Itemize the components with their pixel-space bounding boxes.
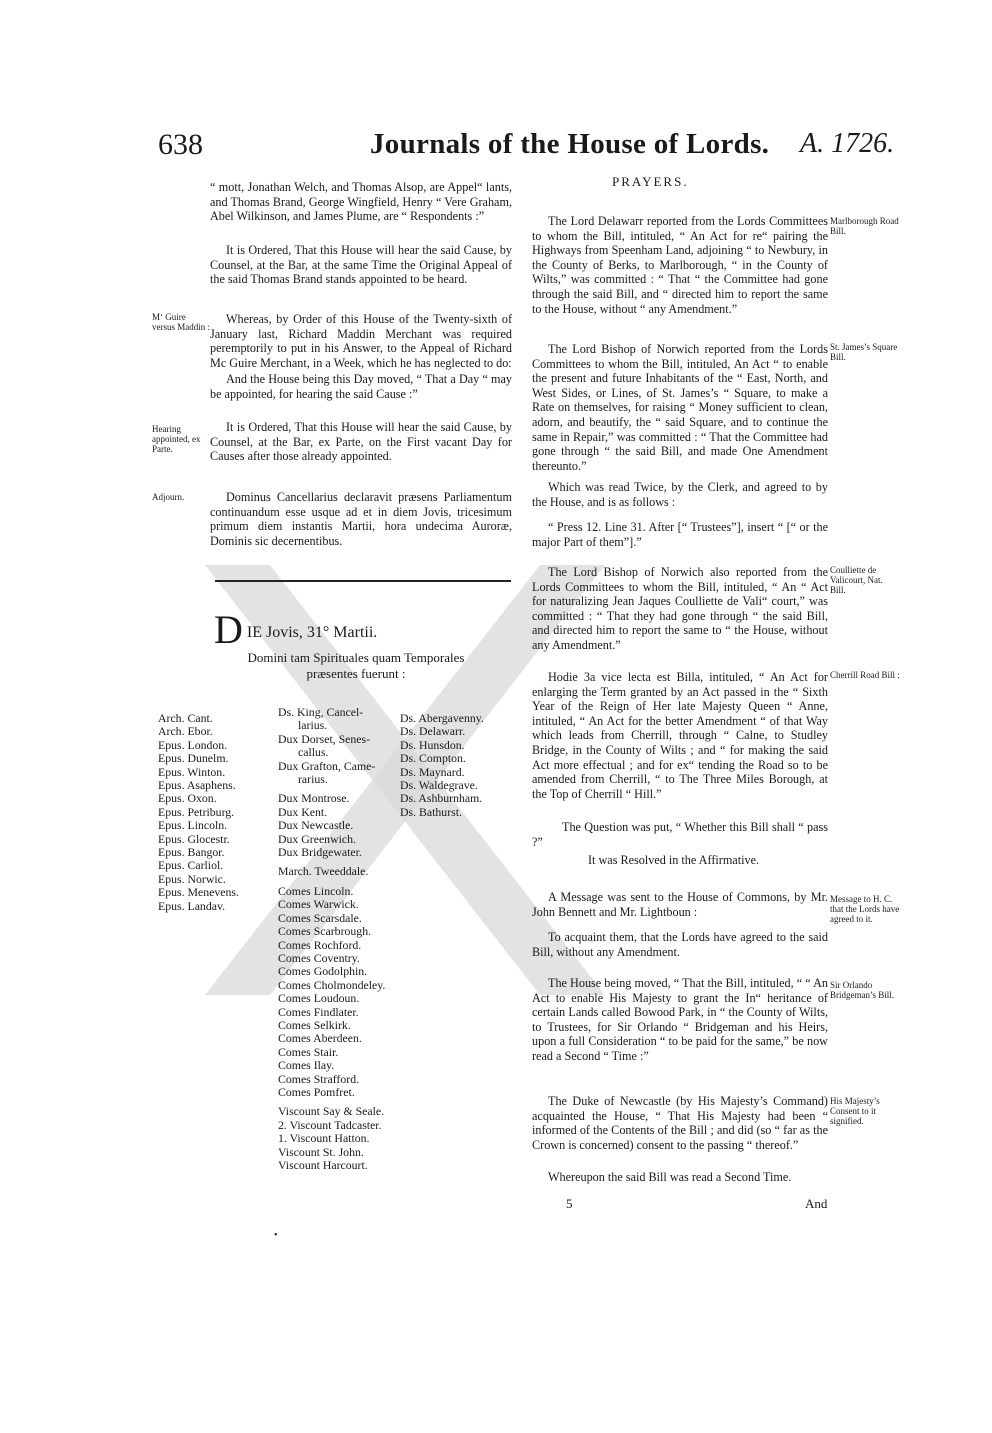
right-paragraph-1: The Lord Delawarr reported from the Lords Committees to whom the Bill, intituled, “ An Act for re“ pairing the Highways from Speenham Land, adjoining “ to Newbury, in the County of Berks, to Marlborough, “ in the County of Wilts,” was committed : “ That “ the Committee had gone through the said Bill, and “ directed him to report the same to the House, without “ any Amendment.”: [532, 214, 828, 316]
lord-entry: Dux Greenwich.: [278, 831, 356, 846]
lord-entry: Ds. Delawarr.: [400, 724, 466, 739]
margin-note-coulliette: Coulliette de Valicourt, Nat. Bill.: [830, 565, 883, 595]
left-paragraph-3: Whereas, by Order of this House of the Twenty-sixth of January last, Richard Maddin Merchant was required peremptorily to put in his Answer, to the Appeal of Richard Mc Guire Merchant, in a Week, which he has neglected to do:: [210, 312, 512, 370]
margin-note-cherrill: Cherrill Road Bill :: [830, 670, 900, 680]
left-paragraph-2: It is Ordered, That this House will hear the said Cause, by Counsel, at the Bar, at the same Time the Original Appeal of the said Thomas Brand stands appointed to be heard.: [210, 243, 512, 287]
right-paragraph-8: It was Resolved in the Affirmative.: [588, 853, 760, 867]
lord-entry: Epus. Dunelm.: [158, 751, 229, 766]
lord-entry: Epus. Bangor.: [158, 845, 225, 860]
right-paragraph-12: The Duke of Newcastle (by His Majesty’s Command) acquainted the House, “ That His Majesty had been “ informed of the Contents of the Bill ; and did (so “ far as the Crown is concerned) consent to the passing “ thereof.”: [532, 1094, 828, 1152]
margin-note-maguire: M‘ Guire versus Maddin :: [152, 312, 210, 332]
left-paragraph-5: It is Ordered, That this House will hear the said Cause, by Counsel, at the Bar, ex Parte, on the First vacant Day for Causes after those already appointed.: [210, 420, 512, 464]
lords-list-temporal: [278, 706, 398, 1172]
lord-entry: Ds. Waldegrave.: [400, 778, 478, 793]
lord-entry: Dux Kent.: [278, 804, 328, 819]
margin-note-bridgeman: Sir Orlando Bridgeman’s Bill.: [830, 980, 894, 1000]
lord-entry: Comes Warwick.: [278, 897, 359, 912]
section-divider: [215, 580, 511, 582]
right-paragraph-7: The Question was put, “ Whether this Bill shall “ pass ?”: [532, 820, 828, 849]
lord-entry: Dux Newcastle.: [278, 818, 354, 833]
lord-entry: Ds. Maynard.: [400, 764, 465, 779]
lord-entry: Epus. Winton.: [158, 764, 226, 779]
lord-entry: Epus. Lincoln.: [158, 818, 228, 833]
lord-entry: Comes Aberdeen.: [278, 1031, 362, 1046]
lord-entry: Dux Dorset, Senes-: [278, 731, 371, 746]
left-paragraph-1: “ mott, Jonathan Welch, and Thomas Alsop, are Appel“ lants, and Thomas Brand, George Wingfield, Henry “ Vere Graham, Abel Wilkinson, and James Plume, are “ Respondents :”: [210, 180, 512, 224]
catchword: And: [805, 1196, 828, 1211]
page-title: Journals of the House of Lords.: [370, 128, 770, 160]
right-paragraph-13: Whereupon the said Bill was read a Second Time.: [548, 1170, 792, 1184]
lord-entry: Epus. Glocestr.: [158, 831, 230, 846]
lord-entry: Epus. London.: [158, 737, 228, 752]
lords-list-barons: [400, 712, 484, 819]
domini-line: Domini tam Spirituales quam Temporales præsentes fuerunt :: [247, 650, 465, 681]
lord-entry: Comes Godolphin.: [278, 964, 368, 979]
ink-mark: •: [274, 1230, 278, 1241]
left-paragraph-4: And the House being this Day moved, “ That a Day “ may be appointed, for hearing the said Cause :”: [210, 372, 512, 401]
lord-entry: Comes Pomfret.: [278, 1084, 355, 1099]
prayers-heading: PRAYERS.: [612, 174, 689, 189]
lord-entry: Viscount St. John.: [278, 1144, 364, 1159]
right-paragraph-2: The Lord Bishop of Norwich reported from the Lords Committees to whom the Bill, intituled, An Act “ to enable the present and future Inhabitants of the “ East, North, and West Sides, or Lines, of St. James’s “ Square, to make a Rate on themselves, for raising “ Money sufficient to clean, adorn, and beautify, the “ said Square, and to continue the same in Repair,” was committed : “ That the Committee had gone through “ the said Bill, and made One Amendment thereunto.”: [532, 342, 828, 473]
margin-note-consent: His Majesty’s Consent to it signified.: [830, 1096, 880, 1126]
lord-entry: Comes Rochford.: [278, 937, 362, 952]
lord-entry: Epus. Asaphens.: [158, 778, 236, 793]
drop-capital: D: [214, 607, 243, 652]
lord-entry: Comes Strafford.: [278, 1071, 360, 1086]
lord-entry: Ds. King, Cancel-: [278, 705, 364, 719]
lord-entry: Comes Cholmondeley.: [278, 977, 386, 992]
lord-entry: rarius.: [298, 772, 328, 787]
lord-entry: Comes Scarsdale.: [278, 910, 362, 925]
lord-entry: Epus. Carliol.: [158, 858, 224, 873]
lord-entry: Ds. Abergavenny.: [400, 711, 484, 725]
right-paragraph-11: The House being moved, “ That the Bill, intituled, “ “ An Act to enable His Majesty to grant the In“ heritance of certain Lands called Bowood Park, in “ the County of Wilts, to Trustees, for Sir Orlando “ Bridgeman and his Heirs, upon a full Consideration “ to be paid for the same,” be now read a Second “ Time :”: [532, 976, 828, 1063]
margin-note-message: Message to H. C. that the Lords have agreed to it.: [830, 894, 900, 924]
signature-mark: 5: [566, 1196, 573, 1211]
lord-entry: Comes Coventry.: [278, 950, 360, 965]
lord-entry: Dux Bridgewater.: [278, 845, 362, 860]
lords-list-spiritual: [158, 712, 239, 913]
lord-entry: Epus. Norwic.: [158, 871, 226, 886]
lord-entry: Comes Loudoun.: [278, 991, 360, 1006]
lord-entry: Ds. Ashburnham.: [400, 791, 483, 806]
right-paragraph-3: Which was read Twice, by the Clerk, and agreed to by the House, and is as follows :: [532, 480, 828, 509]
lord-entry: Ds. Compton.: [400, 751, 466, 766]
lord-entry: Arch. Ebor.: [158, 724, 213, 739]
right-paragraph-6: Hodie 3a vice lecta est Billa, intituled, “ An Act for enlarging the Term granted by an Act passed in the “ Sixth Year of the Reign of Her late Majesty Queen “ Anne, intituled, “ An Act for the better Amendment “ of that Way which leads from Cherrill, through “ Calne, to Studley Bridge, in the County of Wilts ; and “ for making the said Act more effectual ; and for ex“ tending the Road so to be amended from Cherrill, “ to The Three Miles Borough, at the Top of Cherrill “ Hill.”: [532, 670, 828, 801]
lord-entry: Viscount Say & Seale.: [278, 1104, 385, 1119]
lord-entry: Ds. Bathurst.: [400, 804, 462, 819]
lord-entry: Epus. Landav.: [158, 898, 226, 913]
left-paragraph-6: Dominus Cancellarius declaravit præsens Parliamentum continuandum esse usque ad et in diem Jovis, tricesimum primum diem instantis Martii, hora undecima Auroræ, Dominis sic decernentibus.: [210, 490, 512, 548]
lord-entry: Epus. Petriburg.: [158, 804, 235, 819]
lord-entry: larius.: [298, 718, 328, 733]
lord-entry: Ds. Hunsdon.: [400, 737, 465, 752]
right-paragraph-5: The Lord Bishop of Norwich also reported from the Lords Committees to whom the Bill, intituled, “ An “ Act for naturalizing Jean Jaques Coulliette de Vali“ court,” was committed : “ That they had gone through “ the said Bill, and directed him to report the same to “ the House, without any Amendment.”: [532, 565, 828, 652]
lord-entry: Comes Stair.: [278, 1044, 339, 1059]
lord-entry: 1. Viscount Hatton.: [278, 1131, 370, 1146]
lord-entry: Dux Montrose.: [278, 791, 350, 806]
page-number: 638: [158, 128, 203, 161]
margin-note-st-james: St. James’s Square Bill.: [830, 342, 898, 362]
lord-entry: Comes Ilay.: [278, 1058, 335, 1073]
margin-note-hearing: Hearing appointed, ex Parte.: [152, 424, 201, 454]
lord-entry: Comes Selkirk.: [278, 1017, 351, 1032]
margin-note-marlborough: Marlborough Road Bill.: [830, 216, 899, 236]
lord-entry: callus.: [298, 745, 329, 760]
page-year: A. 1726.: [800, 128, 895, 159]
lord-entry: March. Tweeddale.: [278, 864, 369, 879]
lord-entry: Arch. Cant.: [158, 711, 213, 725]
lord-entry: Epus. Oxon.: [158, 791, 217, 806]
lord-entry: Viscount Harcourt.: [278, 1158, 368, 1172]
right-paragraph-4: “ Press 12. Line 31. After [“ Trustees”], insert “ [“ or the major Part of them”].”: [532, 520, 828, 549]
margin-note-adjourn: Adjourn.: [152, 492, 185, 502]
lord-entry: Comes Lincoln.: [278, 883, 354, 898]
lord-entry: Epus. Menevens.: [158, 885, 239, 900]
lord-entry: Dux Grafton, Came-: [278, 758, 376, 773]
lord-entry: Comes Findlater.: [278, 1004, 359, 1019]
sederunt-heading: [214, 607, 378, 652]
right-paragraph-10: To acquaint them, that the Lords have agreed to the said Bill, without any Amendment.: [532, 930, 828, 959]
lord-entry: 2. Viscount Tadcaster.: [278, 1117, 382, 1132]
lord-entry: Comes Scarbrough.: [278, 924, 372, 939]
sederunt-date: IE Jovis, 31° Martii.: [246, 624, 378, 641]
right-paragraph-9: A Message was sent to the House of Commons, by Mr. John Bennett and Mr. Lightboun :: [532, 890, 828, 919]
